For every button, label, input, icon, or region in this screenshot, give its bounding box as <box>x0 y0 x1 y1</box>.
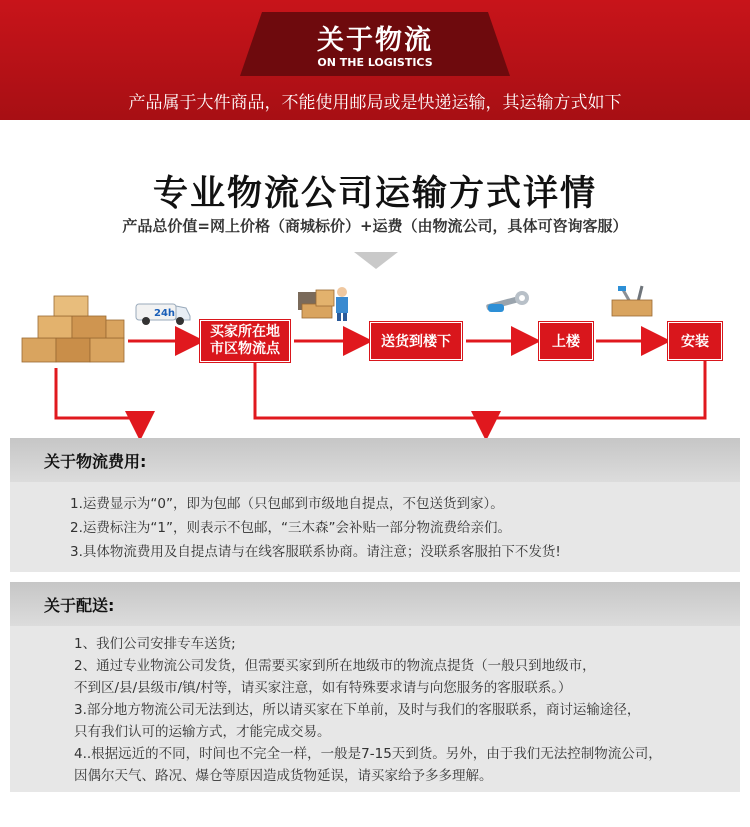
flow-line <box>255 360 705 418</box>
page-title: 专业物流公司运输方式详情 <box>152 174 597 214</box>
flow-arrow <box>56 368 140 432</box>
delivery-line: 4..根据远近的不同，时间也不完全一样，一般是7-15天到货。另外，由于我们无法控制物流公司， <box>74 746 662 762</box>
step-upstairs: 上楼 <box>539 322 593 360</box>
price-formula: 产品总价值=网上价格（商城标价）+运费（由物流公司，具体可咨询客服） <box>122 217 628 235</box>
fees-title: 关于物流费用: <box>44 452 147 471</box>
fees-line: 2.运费标注为“1”，则表示不包邮，“三木森”会补贴一部分物流费给亲们。 <box>70 520 511 536</box>
step-install: 安装 <box>668 322 722 360</box>
delivery-section <box>10 582 740 792</box>
delivery-line: 1、我们公司安排专车送货; <box>74 636 236 652</box>
boxes-icon <box>18 294 130 366</box>
delivery-line: 因偶尔天气、路况、爆仓等原因造成货物延误，请买家给予多多理解。 <box>74 768 493 784</box>
delivery-header <box>10 582 740 626</box>
delivery-line: 不到区/县/县级市/镇/村等，请买家注意，如有特殊要求请与向您服务的客服联系。） <box>74 680 572 696</box>
toolbox-icon <box>608 284 658 318</box>
fees-header <box>10 438 740 482</box>
delivery-line: 2、通过专业物流公司发货，但需要买家到所在地级市的物流点提货（一般只到地级市， <box>74 658 596 674</box>
delivery-line: 只有我们认可的运输方式，才能完成交易。 <box>74 724 331 740</box>
step-label: 买家所在地 <box>210 324 280 340</box>
van-badge: 24h <box>154 308 176 319</box>
wrench-icon <box>482 288 532 318</box>
delivery-title: 关于配送: <box>44 596 115 615</box>
banner-subtitle: ON THE LOGISTICS <box>317 56 433 69</box>
delivery-line: 3.部分地方物流公司无法到达，所以请买家在下单前，及时与我们的客服联系，商讨运输途径， <box>74 702 641 718</box>
step-label: 市区物流点 <box>210 341 280 357</box>
fees-line: 1.运费显示为“0”，即为包邮（只包邮到市级地自提点，不包送货到家）。 <box>70 496 504 512</box>
banner-title: 关于物流 <box>317 25 433 56</box>
fees-section <box>10 438 740 572</box>
banner-note: 产品属于大件商品，不能使用邮局或是快递运输，其运输方式如下 <box>128 93 622 113</box>
delivery-man-icon <box>296 282 356 322</box>
fees-line: 3.具体物流费用及自提点请与在线客服联系协商。请注意；没联系客服拍下不发货! <box>70 544 561 560</box>
step-buyer-city-logistics <box>200 320 290 362</box>
van-icon <box>134 296 194 328</box>
step-deliver-downstairs: 送货到楼下 <box>370 322 462 360</box>
